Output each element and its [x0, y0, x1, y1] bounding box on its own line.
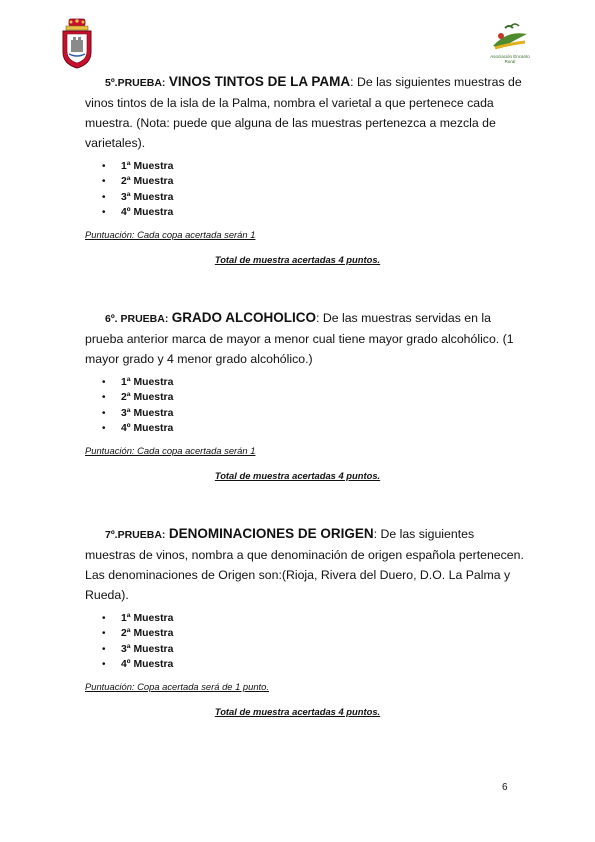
section-prueba-7 [85, 524, 525, 718]
section-prueba-5 [85, 72, 525, 266]
section-body: : De las siguientes muestras de vinos, nombra a que denominación de origen española pertenecen. Las denominaciones de Origen son:(Rioja, Rivera del Duero, D.O. La Palma y Rueda). [85, 527, 524, 602]
section-number: 7º.PRUEBA: [105, 529, 166, 541]
score-note: Puntuación: Copa acertada será de 1 punto. [85, 681, 269, 693]
list-item: • 1ª Muestra [85, 611, 525, 626]
score-note: Puntuación: Cada copa acertada serán 1 [85, 445, 256, 457]
bullet-icon: • [102, 407, 106, 419]
bullet-icon: • [102, 613, 106, 624]
list-item: • 2ª Muestra [85, 390, 525, 405]
section-body: : De las muestras servidas en la prueba anterior marca de mayor a menor cual tiene mayor grado alcohólico. (1 mayor grado y 4 menor grado alcohólico.) [85, 311, 514, 366]
bullet-icon: • [102, 377, 106, 388]
section-number: 5º.PRUEBA: [105, 77, 166, 89]
sample-list [85, 159, 525, 220]
list-item: • 4º Muestra [85, 205, 525, 220]
list-item: • 1ª Muestra [85, 375, 525, 390]
list-item: • 1ª Muestra [85, 159, 525, 174]
bullet-icon: • [102, 191, 106, 203]
list-item: • 2ª Muestra [85, 174, 525, 189]
list-item: • 4º Muestra [85, 421, 525, 436]
bullet-icon: • [102, 422, 106, 434]
bullet-icon: • [102, 161, 106, 172]
section-title: VINOS TINTOS DE LA PAMA [168, 74, 351, 89]
bullet-icon: • [102, 206, 106, 218]
section-paragraph [85, 72, 525, 153]
bullet-icon: • [102, 628, 106, 640]
section-title: GRADO ALCOHOLICO [171, 310, 317, 325]
bullet-icon: • [102, 643, 106, 655]
section-number: 6º. PRUEBA: [105, 313, 169, 325]
list-item: • 3ª Muestra [85, 406, 525, 421]
section-paragraph [85, 524, 525, 605]
sample-list [85, 611, 525, 672]
bullet-icon: • [102, 176, 106, 188]
section-body: : De las siguientes muestras de vinos tintos de la isla de la Palma, nombra el varietal a que pertenece cada muestra. (Nota: puede que alguna de las muestras pertenezca a mezcla de varietales). [85, 75, 522, 150]
section-prueba-6 [85, 308, 525, 482]
association-logo [487, 22, 533, 66]
logo-text: Asociación Encanto Rural [490, 54, 530, 64]
coat-of-arms-icon [60, 18, 94, 70]
bullet-icon: • [102, 658, 106, 670]
score-note: Puntuación: Cada copa acertada serán 1 [85, 229, 256, 241]
section-paragraph [85, 308, 525, 369]
list-item: • 3ª Muestra [85, 642, 525, 657]
list-item: • 3ª Muestra [85, 190, 525, 205]
total-points: Total de muestra acertadas 4 puntos. [214, 706, 381, 718]
page-number: 6 [502, 782, 508, 793]
leaf-logo-icon [487, 22, 533, 54]
total-points: Total de muestra acertadas 4 puntos. [214, 254, 381, 266]
section-title: DENOMINACIONES DE ORIGEN [168, 526, 374, 541]
sample-list [85, 375, 525, 436]
bullet-icon: • [102, 392, 106, 404]
total-points: Total de muestra acertadas 4 puntos. [214, 470, 381, 482]
list-item: • 2ª Muestra [85, 626, 525, 641]
list-item: • 4º Muestra [85, 657, 525, 672]
